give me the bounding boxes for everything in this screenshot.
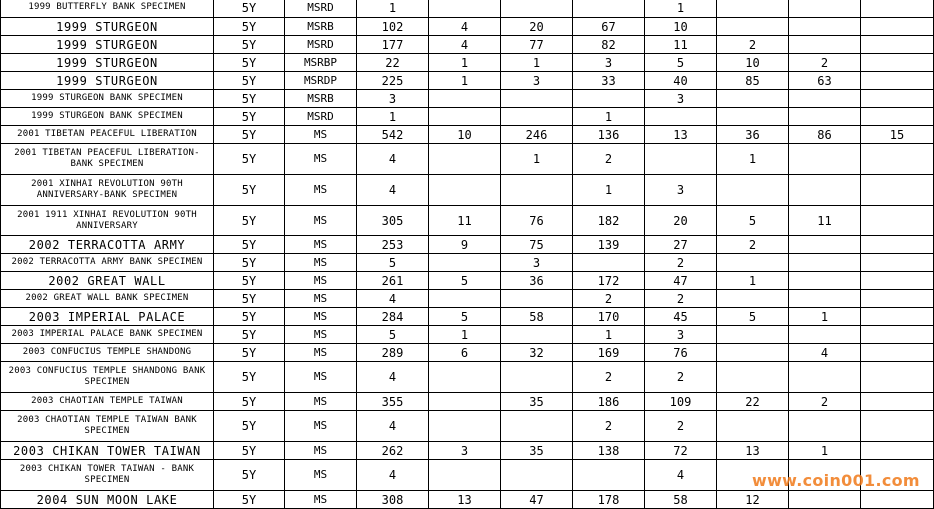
- cell-count[interactable]: 170: [573, 308, 645, 326]
- cell-grade[interactable]: MS: [285, 344, 357, 362]
- cell-count[interactable]: [789, 460, 861, 491]
- cell-coin-name[interactable]: 1999 STURGEON: [1, 18, 214, 36]
- cell-total[interactable]: 102: [357, 18, 429, 36]
- cell-count[interactable]: 11: [789, 206, 861, 236]
- cell-count[interactable]: [789, 254, 861, 272]
- cell-count[interactable]: 3: [501, 254, 573, 272]
- table-row: [1, 308, 934, 326]
- cell-count[interactable]: [717, 344, 789, 362]
- cell-count[interactable]: 1: [573, 175, 645, 206]
- cell-count[interactable]: 1: [429, 54, 501, 72]
- cell-count[interactable]: 6: [429, 344, 501, 362]
- cell-count[interactable]: 3: [645, 326, 717, 344]
- cell-count[interactable]: 35: [501, 442, 573, 460]
- cell-count[interactable]: [717, 362, 789, 393]
- cell-count[interactable]: 58: [501, 308, 573, 326]
- cell-total[interactable]: 261: [357, 272, 429, 290]
- cell-count[interactable]: 15: [861, 126, 934, 144]
- cell-term[interactable]: 5Y: [214, 90, 285, 108]
- cell-count[interactable]: [861, 90, 934, 108]
- cell-count[interactable]: [501, 290, 573, 308]
- cell-count[interactable]: 178: [573, 491, 645, 509]
- cell-coin-name[interactable]: 2003 CHAOTIAN TEMPLE TAIWAN: [1, 393, 214, 411]
- cell-count[interactable]: [429, 254, 501, 272]
- cell-count[interactable]: 138: [573, 442, 645, 460]
- cell-grade[interactable]: MS: [285, 442, 357, 460]
- cell-count[interactable]: 40: [645, 72, 717, 90]
- cell-count[interactable]: 2: [789, 54, 861, 72]
- cell-count[interactable]: [861, 18, 934, 36]
- cell-coin-name[interactable]: 2003 IMPERIAL PALACE BANK SPECIMEN: [1, 326, 214, 344]
- cell-count[interactable]: [861, 290, 934, 308]
- cell-grade[interactable]: MS: [285, 411, 357, 442]
- cell-count[interactable]: [789, 326, 861, 344]
- cell-count[interactable]: 136: [573, 126, 645, 144]
- cell-count[interactable]: 1: [501, 144, 573, 175]
- cell-total[interactable]: 289: [357, 344, 429, 362]
- cell-count[interactable]: 13: [717, 442, 789, 460]
- cell-count[interactable]: [789, 362, 861, 393]
- cell-count[interactable]: 4: [429, 36, 501, 54]
- cell-count[interactable]: 3: [645, 90, 717, 108]
- cell-term[interactable]: 5Y: [214, 0, 285, 18]
- cell-term[interactable]: 5Y: [214, 236, 285, 254]
- cell-count[interactable]: 2: [573, 144, 645, 175]
- cell-count[interactable]: [717, 460, 789, 491]
- cell-count[interactable]: [861, 411, 934, 442]
- cell-term[interactable]: 5Y: [214, 308, 285, 326]
- cell-count[interactable]: 5: [717, 308, 789, 326]
- cell-term[interactable]: 5Y: [214, 126, 285, 144]
- cell-count[interactable]: 5: [717, 206, 789, 236]
- cell-total[interactable]: 262: [357, 442, 429, 460]
- cell-coin-name[interactable]: 2003 CONFUCIUS TEMPLE SHANDONG: [1, 344, 214, 362]
- cell-count[interactable]: [789, 108, 861, 126]
- cell-count[interactable]: 1: [717, 144, 789, 175]
- cell-count[interactable]: [573, 460, 645, 491]
- cell-grade[interactable]: MSRD: [285, 0, 357, 18]
- cell-count[interactable]: 1: [429, 326, 501, 344]
- cell-coin-name[interactable]: 2001 TIBETAN PEACEFUL LIBERATION: [1, 126, 214, 144]
- cell-count[interactable]: 182: [573, 206, 645, 236]
- cell-count[interactable]: 11: [645, 36, 717, 54]
- cell-term[interactable]: 5Y: [214, 254, 285, 272]
- cell-count[interactable]: [717, 90, 789, 108]
- cell-count[interactable]: [717, 108, 789, 126]
- cell-coin-name[interactable]: 2003 CONFUCIUS TEMPLE SHANDONG BANK SPECIMEN: [1, 362, 214, 393]
- table-row: [1, 491, 934, 509]
- cell-count[interactable]: [861, 175, 934, 206]
- cell-coin-name[interactable]: 2002 TERRACOTTA ARMY BANK SPECIMEN: [1, 254, 214, 272]
- cell-coin-name[interactable]: 2001 1911 XINHAI REVOLUTION 90TH ANNIVERSARY: [1, 206, 214, 236]
- cell-count[interactable]: [717, 411, 789, 442]
- cell-count[interactable]: [789, 144, 861, 175]
- cell-grade[interactable]: MSRDP: [285, 72, 357, 90]
- cell-grade[interactable]: MS: [285, 126, 357, 144]
- cell-total[interactable]: 308: [357, 491, 429, 509]
- cell-total[interactable]: 1: [357, 108, 429, 126]
- cell-count[interactable]: 1: [429, 72, 501, 90]
- cell-count[interactable]: [789, 175, 861, 206]
- cell-count[interactable]: [789, 290, 861, 308]
- cell-count[interactable]: [429, 108, 501, 126]
- cell-count[interactable]: 4: [645, 460, 717, 491]
- cell-grade[interactable]: MSRB: [285, 18, 357, 36]
- cell-count[interactable]: [717, 18, 789, 36]
- cell-term[interactable]: 5Y: [214, 442, 285, 460]
- cell-coin-name[interactable]: 1999 BUTTERFLY BANK SPECIMEN: [1, 0, 214, 18]
- cell-count[interactable]: 33: [573, 72, 645, 90]
- cell-count[interactable]: [429, 411, 501, 442]
- cell-count[interactable]: 12: [717, 491, 789, 509]
- cell-count[interactable]: 1: [789, 442, 861, 460]
- cell-count[interactable]: 2: [717, 236, 789, 254]
- cell-count[interactable]: [429, 393, 501, 411]
- cell-count[interactable]: 9: [429, 236, 501, 254]
- cell-coin-name[interactable]: 1999 STURGEON: [1, 36, 214, 54]
- cell-total[interactable]: 4: [357, 175, 429, 206]
- table-row: [1, 18, 934, 36]
- cell-coin-name[interactable]: 2002 GREAT WALL: [1, 272, 214, 290]
- cell-count[interactable]: [501, 460, 573, 491]
- cell-term[interactable]: 5Y: [214, 36, 285, 54]
- cell-count[interactable]: 3: [645, 175, 717, 206]
- cell-count[interactable]: [861, 442, 934, 460]
- cell-count[interactable]: 45: [645, 308, 717, 326]
- cell-term[interactable]: 5Y: [214, 54, 285, 72]
- cell-count[interactable]: [429, 90, 501, 108]
- cell-total[interactable]: 5: [357, 254, 429, 272]
- cell-count[interactable]: [429, 362, 501, 393]
- cell-coin-name[interactable]: 2001 XINHAI REVOLUTION 90TH ANNIVERSARY-BANK SPECIMEN: [1, 175, 214, 206]
- cell-grade[interactable]: MS: [285, 254, 357, 272]
- cell-grade[interactable]: MS: [285, 308, 357, 326]
- table-row: [1, 411, 934, 442]
- cell-count[interactable]: [861, 326, 934, 344]
- cell-count[interactable]: 2: [645, 290, 717, 308]
- cell-total[interactable]: 542: [357, 126, 429, 144]
- cell-count[interactable]: [501, 90, 573, 108]
- cell-count[interactable]: 63: [789, 72, 861, 90]
- cell-term[interactable]: 5Y: [214, 290, 285, 308]
- cell-count[interactable]: [861, 344, 934, 362]
- cell-count[interactable]: [501, 362, 573, 393]
- cell-coin-name[interactable]: 2003 CHAOTIAN TEMPLE TAIWAN BANK SPECIMEN: [1, 411, 214, 442]
- cell-count[interactable]: [501, 326, 573, 344]
- cell-count[interactable]: 75: [501, 236, 573, 254]
- cell-count[interactable]: [789, 90, 861, 108]
- cell-count[interactable]: [429, 175, 501, 206]
- cell-count[interactable]: 86: [789, 126, 861, 144]
- cell-coin-name[interactable]: 1999 STURGEON BANK SPECIMEN: [1, 108, 214, 126]
- cell-count[interactable]: [717, 175, 789, 206]
- cell-count[interactable]: [501, 0, 573, 18]
- cell-count[interactable]: 246: [501, 126, 573, 144]
- cell-count[interactable]: 1: [717, 272, 789, 290]
- cell-term[interactable]: 5Y: [214, 206, 285, 236]
- cell-count[interactable]: 10: [429, 126, 501, 144]
- cell-term[interactable]: 5Y: [214, 460, 285, 491]
- table-row: [1, 175, 934, 206]
- cell-count[interactable]: 3: [429, 442, 501, 460]
- cell-term[interactable]: 5Y: [214, 18, 285, 36]
- cell-count[interactable]: [717, 326, 789, 344]
- cell-count[interactable]: 47: [645, 272, 717, 290]
- cell-count[interactable]: 4: [789, 344, 861, 362]
- cell-count[interactable]: 58: [645, 491, 717, 509]
- cell-count[interactable]: 85: [717, 72, 789, 90]
- cell-count[interactable]: [429, 290, 501, 308]
- cell-count[interactable]: 2: [573, 362, 645, 393]
- cell-term[interactable]: 5Y: [214, 108, 285, 126]
- cell-term[interactable]: 5Y: [214, 72, 285, 90]
- cell-count[interactable]: 20: [645, 206, 717, 236]
- table-row: [1, 442, 934, 460]
- cell-grade[interactable]: MS: [285, 290, 357, 308]
- cell-count[interactable]: [573, 0, 645, 18]
- cell-term[interactable]: 5Y: [214, 272, 285, 290]
- cell-total[interactable]: 4: [357, 411, 429, 442]
- cell-total[interactable]: 284: [357, 308, 429, 326]
- cell-count[interactable]: 2: [645, 411, 717, 442]
- cell-count[interactable]: 72: [645, 442, 717, 460]
- cell-count[interactable]: [861, 206, 934, 236]
- table-row: [1, 54, 934, 72]
- table-row: [1, 362, 934, 393]
- cell-count[interactable]: [861, 254, 934, 272]
- cell-count[interactable]: 67: [573, 18, 645, 36]
- table-row: [1, 393, 934, 411]
- cell-count[interactable]: [861, 491, 934, 509]
- cell-count[interactable]: 36: [717, 126, 789, 144]
- cell-term[interactable]: 5Y: [214, 144, 285, 175]
- cell-term[interactable]: 5Y: [214, 491, 285, 509]
- cell-coin-name[interactable]: 2002 GREAT WALL BANK SPECIMEN: [1, 290, 214, 308]
- cell-count[interactable]: [861, 272, 934, 290]
- cell-term[interactable]: 5Y: [214, 362, 285, 393]
- cell-count[interactable]: [861, 0, 934, 18]
- cell-count[interactable]: 172: [573, 272, 645, 290]
- cell-count[interactable]: 4: [429, 18, 501, 36]
- cell-grade[interactable]: MSRD: [285, 108, 357, 126]
- cell-count[interactable]: [717, 0, 789, 18]
- cell-count[interactable]: 20: [501, 18, 573, 36]
- cell-count[interactable]: 2: [573, 411, 645, 442]
- cell-total[interactable]: 4: [357, 362, 429, 393]
- cell-total[interactable]: 253: [357, 236, 429, 254]
- table-row: [1, 344, 934, 362]
- cell-count[interactable]: 2: [789, 393, 861, 411]
- cell-count[interactable]: 2: [573, 290, 645, 308]
- cell-grade[interactable]: MS: [285, 393, 357, 411]
- cell-total[interactable]: 4: [357, 144, 429, 175]
- cell-count[interactable]: [861, 460, 934, 491]
- cell-term[interactable]: 5Y: [214, 344, 285, 362]
- cell-coin-name[interactable]: 1999 STURGEON BANK SPECIMEN: [1, 90, 214, 108]
- cell-count[interactable]: 2: [645, 362, 717, 393]
- site-watermark: www.coin001.com: [752, 471, 920, 490]
- cell-count[interactable]: [861, 54, 934, 72]
- cell-grade[interactable]: MS: [285, 362, 357, 393]
- cell-count[interactable]: [861, 108, 934, 126]
- cell-total[interactable]: 4: [357, 460, 429, 491]
- cell-count[interactable]: 186: [573, 393, 645, 411]
- cell-count[interactable]: 2: [717, 36, 789, 54]
- cell-count[interactable]: 27: [645, 236, 717, 254]
- cell-count[interactable]: [501, 108, 573, 126]
- cell-count[interactable]: [645, 144, 717, 175]
- cell-grade[interactable]: MSRBP: [285, 54, 357, 72]
- cell-count[interactable]: 1: [645, 0, 717, 18]
- cell-grade[interactable]: MS: [285, 460, 357, 491]
- cell-coin-name[interactable]: 2003 IMPERIAL PALACE: [1, 308, 214, 326]
- cell-count[interactable]: 76: [501, 206, 573, 236]
- cell-total[interactable]: 305: [357, 206, 429, 236]
- cell-count[interactable]: [645, 108, 717, 126]
- cell-count[interactable]: 36: [501, 272, 573, 290]
- cell-total[interactable]: 177: [357, 36, 429, 54]
- cell-count[interactable]: [789, 36, 861, 54]
- cell-count[interactable]: [429, 460, 501, 491]
- cell-count[interactable]: [789, 491, 861, 509]
- cell-count[interactable]: 5: [645, 54, 717, 72]
- cell-count[interactable]: 10: [717, 54, 789, 72]
- table-row: [1, 272, 934, 290]
- cell-count[interactable]: [861, 308, 934, 326]
- cell-grade[interactable]: MS: [285, 491, 357, 509]
- cell-count[interactable]: 77: [501, 36, 573, 54]
- table-row: [1, 0, 934, 18]
- table-row: [1, 108, 934, 126]
- cell-count[interactable]: 11: [429, 206, 501, 236]
- cell-count[interactable]: [789, 236, 861, 254]
- cell-total[interactable]: 3: [357, 90, 429, 108]
- cell-grade[interactable]: MS: [285, 175, 357, 206]
- cell-count[interactable]: [861, 236, 934, 254]
- cell-total[interactable]: 355: [357, 393, 429, 411]
- cell-grade[interactable]: MS: [285, 236, 357, 254]
- cell-count[interactable]: 10: [645, 18, 717, 36]
- cell-total[interactable]: 22: [357, 54, 429, 72]
- cell-total[interactable]: 5: [357, 326, 429, 344]
- cell-count[interactable]: [861, 72, 934, 90]
- cell-coin-name[interactable]: 2002 TERRACOTTA ARMY: [1, 236, 214, 254]
- cell-grade[interactable]: MSRD: [285, 36, 357, 54]
- cell-count[interactable]: [789, 272, 861, 290]
- cell-count[interactable]: 139: [573, 236, 645, 254]
- cell-grade[interactable]: MS: [285, 206, 357, 236]
- table-row: [1, 326, 934, 344]
- cell-count[interactable]: 13: [645, 126, 717, 144]
- table-row: [1, 126, 934, 144]
- table-row: [1, 254, 934, 272]
- cell-grade[interactable]: MS: [285, 144, 357, 175]
- cell-total[interactable]: 1: [357, 0, 429, 18]
- cell-count[interactable]: 47: [501, 491, 573, 509]
- cell-count[interactable]: [429, 0, 501, 18]
- cell-count[interactable]: 1: [573, 326, 645, 344]
- cell-coin-name[interactable]: 2003 CHIKAN TOWER TAIWAN: [1, 442, 214, 460]
- cell-count[interactable]: 1: [573, 108, 645, 126]
- cell-grade[interactable]: MSRB: [285, 90, 357, 108]
- cell-term[interactable]: 5Y: [214, 175, 285, 206]
- cell-count[interactable]: [789, 411, 861, 442]
- cell-count[interactable]: 76: [645, 344, 717, 362]
- cell-coin-name[interactable]: 2004 SUN MOON LAKE: [1, 491, 214, 509]
- cell-count[interactable]: 35: [501, 393, 573, 411]
- cell-count[interactable]: 22: [717, 393, 789, 411]
- cell-count[interactable]: 3: [501, 72, 573, 90]
- cell-count[interactable]: [573, 254, 645, 272]
- cell-count[interactable]: [861, 362, 934, 393]
- table-row: [1, 90, 934, 108]
- cell-count[interactable]: 82: [573, 36, 645, 54]
- cell-count[interactable]: [717, 254, 789, 272]
- cell-count[interactable]: 1: [789, 308, 861, 326]
- cell-count[interactable]: [501, 175, 573, 206]
- table-row: [1, 236, 934, 254]
- cell-term[interactable]: 5Y: [214, 393, 285, 411]
- cell-coin-name[interactable]: 2003 CHIKAN TOWER TAIWAN - BANK SPECIMEN: [1, 460, 214, 491]
- cell-term[interactable]: 5Y: [214, 326, 285, 344]
- table-row: [1, 460, 934, 491]
- cell-count[interactable]: [717, 290, 789, 308]
- cell-count[interactable]: [861, 36, 934, 54]
- cell-count[interactable]: 2: [645, 254, 717, 272]
- cell-term[interactable]: 5Y: [214, 411, 285, 442]
- cell-count[interactable]: 1: [501, 54, 573, 72]
- cell-count[interactable]: [501, 411, 573, 442]
- cell-count[interactable]: 169: [573, 344, 645, 362]
- table-row: [1, 206, 934, 236]
- cell-count[interactable]: 5: [429, 308, 501, 326]
- cell-coin-name[interactable]: 1999 STURGEON: [1, 72, 214, 90]
- cell-grade[interactable]: MS: [285, 272, 357, 290]
- cell-count[interactable]: [573, 90, 645, 108]
- cell-count[interactable]: 13: [429, 491, 501, 509]
- cell-total[interactable]: 4: [357, 290, 429, 308]
- cell-count[interactable]: 32: [501, 344, 573, 362]
- cell-total[interactable]: 225: [357, 72, 429, 90]
- cell-count[interactable]: [861, 393, 934, 411]
- cell-count[interactable]: 109: [645, 393, 717, 411]
- table-row: [1, 36, 934, 54]
- cell-count[interactable]: 3: [573, 54, 645, 72]
- table-row: [1, 72, 934, 90]
- cell-count[interactable]: [789, 18, 861, 36]
- table-row: [1, 144, 934, 175]
- cell-coin-name[interactable]: 2001 TIBETAN PEACEFUL LIBERATION-BANK SPECIMEN: [1, 144, 214, 175]
- cell-count[interactable]: [789, 0, 861, 18]
- cell-count[interactable]: [429, 144, 501, 175]
- cell-count[interactable]: 5: [429, 272, 501, 290]
- table-body: [1, 0, 934, 509]
- cell-count[interactable]: [861, 144, 934, 175]
- cell-coin-name[interactable]: 1999 STURGEON: [1, 54, 214, 72]
- cell-grade[interactable]: MS: [285, 326, 357, 344]
- table-row: [1, 290, 934, 308]
